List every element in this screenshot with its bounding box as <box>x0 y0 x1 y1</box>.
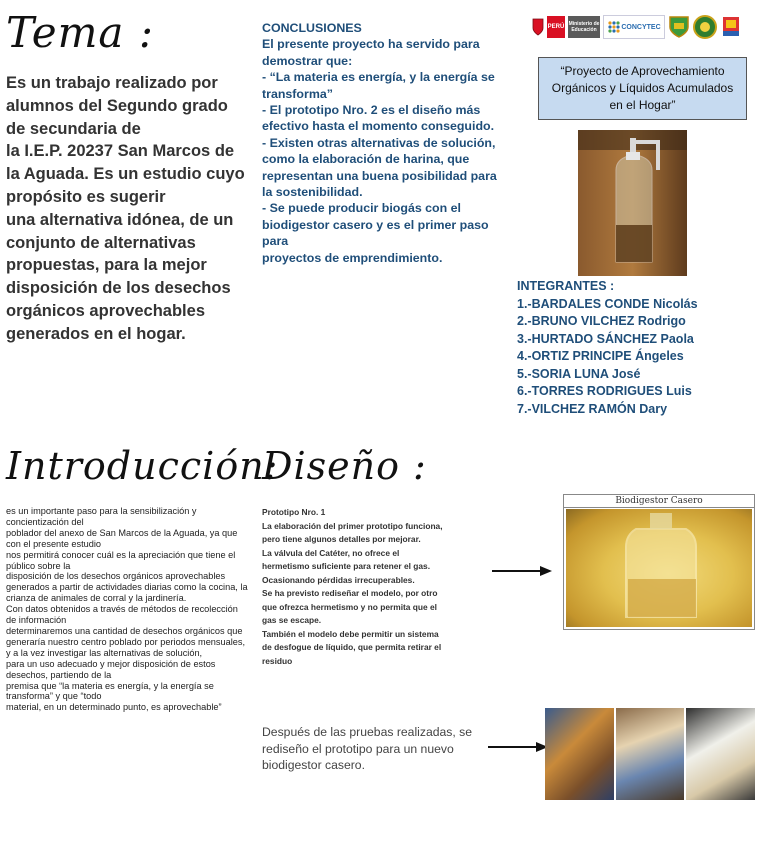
workshop-photos <box>545 708 755 800</box>
diseno-after-text: Después de las pruebas realizadas, se rediseño el prototipo para un nuevo biodigestor casero. <box>262 725 473 772</box>
school-crest-icon <box>668 16 690 38</box>
photo-students-2 <box>616 708 685 800</box>
integrantes-list <box>517 278 757 418</box>
introduccion-title: Introducción: <box>6 444 279 488</box>
list-item: 3.-HURTADO SÁNCHEZ Paola <box>517 331 694 346</box>
conclusiones-line: - Existen otras alternativas de solución, como la elaboración de harina, que representan una buena posibilidad para la sostenibilidad. <box>262 135 497 200</box>
concytec-label: CONCYTEC <box>621 23 661 31</box>
list-item: 2.-BRUNO VILCHEZ Rodrigo <box>517 314 686 328</box>
list-item: 6.-TORRES RODRIGUES Luis <box>517 384 692 398</box>
biodigestor-caption: Biodigestor Casero <box>564 495 754 508</box>
prototype-bottle-photo <box>578 130 687 276</box>
conclusiones-line: proyectos de emprendimiento. <box>262 250 443 265</box>
ministerio-logo: Ministerio de Educación <box>568 16 600 38</box>
photo-students-3 <box>686 708 755 800</box>
list-item: 4.-ORTIZ PRINCIPE Ángeles <box>517 349 684 363</box>
peru-logo: PERÚ <box>547 16 565 38</box>
conclusiones-section <box>262 20 507 266</box>
institution-logos <box>532 14 754 40</box>
biodigestor-photo <box>566 509 752 627</box>
ugel-crest-icon <box>720 16 742 38</box>
project-title-box <box>538 57 747 120</box>
list-item: 7.-VILCHEZ RAMÓN Dary <box>517 401 668 416</box>
diseno-body: Prototipo Nro. 1 La elaboración del primer prototipo funciona, pero tiene algunos detalles por mejorar. La válvula del Catéter, no ofrece el hermetismo suficiente para retener el gas. Ocasionando pérdidas irrecuperables. Se ha previsto rediseñar el modelo, por otro que ofrezca hermetismo y no permita que el gas se escape. También el modelo debe permitir un sistema de desfogue de líquido, que permita retirar el residuo <box>262 507 443 666</box>
conclusiones-line: - Se puede producir biogás con el biodigestor casero y es el primer paso para <box>262 201 489 249</box>
project-title: “Proyecto de Aprovechamiento Orgánicos y Líquidos Acumulados en el Hogar” <box>551 64 734 112</box>
tema-title: Tema : <box>6 8 154 57</box>
conclusiones-line: - El prototipo Nro. 2 es el diseño más efectivo hasta el momento conseguido. <box>262 103 495 134</box>
introduccion-body: es un importante paso para la sensibilización y concientización del poblador del anexo de San Marcos de la Aguada, ya que con el presente estudio nos permitirá conocer cuál es la apreciación que tiene el público sobre la disposición de los desechos orgánicos aprovechables generados a partir de actividades diarias como la cocina, la crianza de animales de corral y la jardinería. Con datos obtenidos a través de métodos de recolección de información determinaremos una cantidad de desechos orgánicos que generaría nuestro centro poblado por periodos mensuales, y a la vez investigar las alternativas de solución, para un uso adecuado y mejor disposición de estos desechos, partiendo de la premisa que “la materia es energía, y la energía se transforma” y que “todo material, en un determinado punto, es aprovechable” <box>6 506 248 713</box>
concytec-dots-icon <box>607 20 621 34</box>
shield-peru-logo <box>532 16 544 38</box>
arrow-right-icon <box>488 741 548 753</box>
conclusiones-heading: CONCLUSIONES <box>262 21 362 35</box>
conclusiones-line: El presente proyecto ha servido para demostrar que: <box>262 37 480 68</box>
regional-seal-icon <box>693 16 717 38</box>
photo-students-1 <box>545 708 614 800</box>
concytec-logo <box>603 15 665 39</box>
integrantes-heading: INTEGRANTES : <box>517 279 615 293</box>
list-item: 5.-SORIA LUNA José <box>517 366 641 381</box>
diseno-title: Diseño : <box>262 444 427 488</box>
tema-body: Es un trabajo realizado por alumnos del Segundo grado de secundaria de la I.E.P. 20237 San Marcos de la Aguada. Es un estudio cuyo propósito es sugerir una alternativa idónea, de un conjunto de alternativas propuestas, para la mejor disposición de los desechos orgánicos aprovechables generados en el hogar. <box>6 74 245 343</box>
list-item: 1.-BARDALES CONDE Nicolás <box>517 296 698 311</box>
biodigestor-figure <box>563 494 755 630</box>
conclusiones-line: - “La materia es energía, y la energía se transforma” <box>262 70 495 101</box>
arrow-right-icon <box>492 565 552 577</box>
